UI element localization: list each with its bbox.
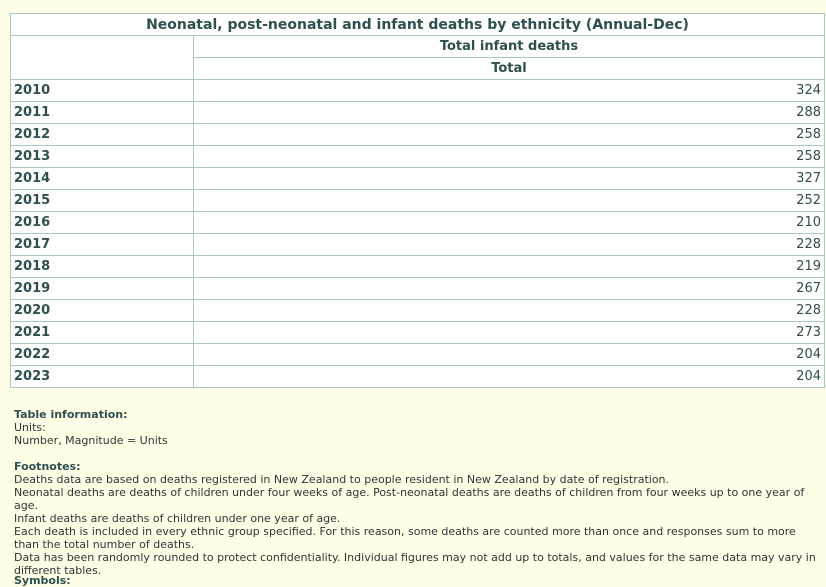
table-row xyxy=(11,366,825,388)
year-cell: 2021 xyxy=(11,322,194,344)
symbols-heading: Symbols: xyxy=(14,574,71,587)
year-cell: 2016 xyxy=(11,212,194,234)
value-cell: 258 xyxy=(194,124,825,146)
year-cell: 2023 xyxy=(11,366,194,388)
units-label: Units: xyxy=(14,421,46,434)
value-cell: 252 xyxy=(194,190,825,212)
value-cell: 210 xyxy=(194,212,825,234)
column-header: Total xyxy=(194,58,825,80)
table-row xyxy=(11,322,825,344)
corner-cell xyxy=(11,36,194,80)
footnote-list xyxy=(14,473,819,577)
table-info xyxy=(14,408,819,577)
column-group-header: Total infant deaths xyxy=(194,36,825,58)
year-cell: 2013 xyxy=(11,146,194,168)
table-row xyxy=(11,300,825,322)
year-cell: 2017 xyxy=(11,234,194,256)
value-cell: 204 xyxy=(194,344,825,366)
value-cell: 327 xyxy=(194,168,825,190)
footnote-line: Data has been randomly rounded to protect confidentiality. Individual figures may not add up to totals, and values for the same data may vary in different tables. xyxy=(14,551,816,577)
year-cell: 2015 xyxy=(11,190,194,212)
year-cell: 2012 xyxy=(11,124,194,146)
table-row xyxy=(11,168,825,190)
year-cell: 2019 xyxy=(11,278,194,300)
footnotes-heading: Footnotes: xyxy=(14,460,81,473)
year-cell: 2020 xyxy=(11,300,194,322)
footnote-line: Each death is included in every ethnic group specified. For this reason, some deaths are counted more than once and responses sum to more than the total number of deaths. xyxy=(14,525,796,551)
year-cell: 2011 xyxy=(11,102,194,124)
footnote-line: Neonatal deaths are deaths of children under four weeks of age. Post-neonatal deaths are deaths of children from four weeks up to one year of age. xyxy=(14,486,805,512)
value-cell: 267 xyxy=(194,278,825,300)
table-row xyxy=(11,80,825,102)
data-table-frame xyxy=(10,13,824,388)
column-group-row xyxy=(11,36,825,58)
table-row xyxy=(11,344,825,366)
table-row xyxy=(11,146,825,168)
value-cell: 258 xyxy=(194,146,825,168)
year-cell: 2018 xyxy=(11,256,194,278)
year-cell: 2010 xyxy=(11,80,194,102)
value-cell: 324 xyxy=(194,80,825,102)
table-row xyxy=(11,190,825,212)
table-row xyxy=(11,278,825,300)
year-cell: 2022 xyxy=(11,344,194,366)
deaths-table xyxy=(10,13,825,388)
year-cell: 2014 xyxy=(11,168,194,190)
table-row xyxy=(11,212,825,234)
table-row xyxy=(11,124,825,146)
footnote-line: Deaths data are based on deaths registered in New Zealand to people resident in New Zealand by date of registration. xyxy=(14,473,670,486)
footnote-line: Infant deaths are deaths of children under one year of age. xyxy=(14,512,341,525)
table-title: Neonatal, post-neonatal and infant deaths by ethnicity (Annual-Dec) xyxy=(11,14,825,36)
table-row xyxy=(11,256,825,278)
value-cell: 288 xyxy=(194,102,825,124)
table-info-heading: Table information: xyxy=(14,408,128,421)
units-value: Number, Magnitude = Units xyxy=(14,434,168,447)
value-cell: 219 xyxy=(194,256,825,278)
value-cell: 228 xyxy=(194,300,825,322)
title-row xyxy=(11,14,825,36)
table-row xyxy=(11,234,825,256)
table-row xyxy=(11,102,825,124)
value-cell: 228 xyxy=(194,234,825,256)
value-cell: 273 xyxy=(194,322,825,344)
value-cell: 204 xyxy=(194,366,825,388)
